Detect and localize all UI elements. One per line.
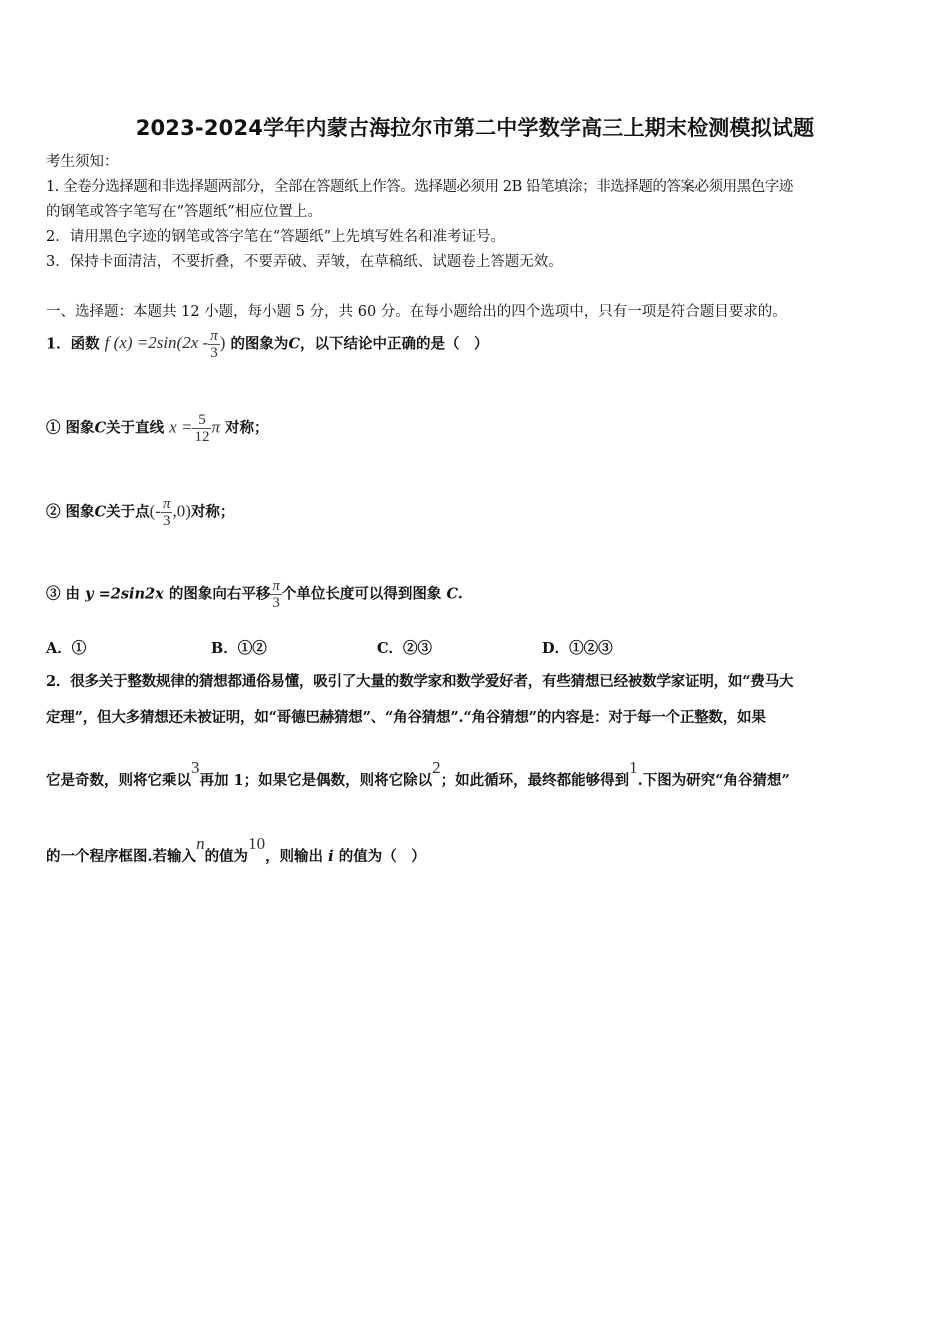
q1-s3-suffix-a: 个单位长度可以得到图象 [281,585,442,603]
q1-s3-mid: 的图象向右平移 [168,585,271,603]
notice-line-1a: 1. 全卷分选择题和非选择题两部分，全部在答题纸上作答。选择题必须用 2B 铅笔填涂；非选择题的答案必须用黑色字迹 [46,179,793,195]
q1-suffix-b: ，以下结论中正确的是（ ） [299,335,489,353]
page-title: 2023-2024学年内蒙古海拉尔市第二中学数学高三上期末检测模拟试题 [135,116,815,140]
q1-s2-suffix: 对称； [190,503,235,521]
q1-statement-1 [46,412,269,445]
notice-heading: 考生须知： [46,154,119,170]
q2-line3-b: 再加 1；如果它是偶数，则将它除以 [199,772,433,789]
q1-s1-fraction [192,412,211,445]
q1-s2-prefix: ② 图象 [46,503,95,521]
q2-line4-a: 的一个程序框图.若输入 [46,848,197,865]
q1-option-a[interactable]: A．① [46,640,87,657]
q2-line-2: 定理”，但大多猜想还未被证明，如“哥德巴赫猜想”、“角谷猜想”.“角谷猜想”的内容是：对于每一个正整数，如果 [46,709,766,726]
q1-s1-prefix: ① 图象 [46,419,95,437]
q1-statement-2 [46,496,234,529]
q2-line-1: 2．很多关于整数规律的猜想都通俗易懂，吸引了大量的数学家和数学爱好者，有些猜想已经被数学家证明，如“费马大 [46,673,794,690]
q1-s2-mid: 关于点 [106,503,150,521]
q1-s1-mid: 关于直线 [106,419,165,437]
q1-s3-den: 3 [272,595,280,611]
q1-s1-suffix: 对称； [225,419,269,437]
question-1-stem [46,328,488,361]
q1-s3-num: π [272,578,280,594]
q1-s1-pi: π [211,417,220,437]
q1-s3-fraction [270,578,282,611]
q1-s1-num: 5 [192,412,211,429]
q2-line4-d: 的值为（ ） [338,848,426,865]
q2-line3-c: ；如此循环，最终都能够得到 [440,772,630,789]
q2-line3-d: .下图为研究“角谷猜想” [637,772,790,789]
q1-s3-y: y =2sin2x [85,585,164,603]
q2-line3-num-3: 3 [191,758,200,777]
q1-formula-num: π [210,328,218,344]
q1-s1-c: C [94,419,107,437]
q2-line4-i: i [328,848,334,865]
q1-formula [104,328,226,361]
q1-formula-fraction [208,328,220,361]
q1-s2-fraction [161,496,173,529]
q1-s2-num: π [162,496,171,512]
notice-line-2: 2．请用黑色字迹的钢笔或答字笔在“答题纸”上先填写姓名和准考证号。 [46,229,506,245]
q2-line3-num-2: 2 [432,758,441,777]
section-heading: 一、选择题：本题共 12 小题，每小题 5 分，共 60 分。在每小题给出的四个选项中，只有一项是符合题目要求的。 [46,304,787,320]
q1-formula-right: ) [219,333,226,353]
q1-option-d[interactable]: D．①②③ [542,640,613,657]
q1-s2-c: C [94,503,107,521]
q1-option-c[interactable]: C．②③ [377,640,433,657]
notice-line-3: 3．保持卡面清洁，不要折叠，不要弄破、弄皱，在草稿纸、试题卷上答题无效。 [46,254,563,270]
q1-statement-3 [46,578,463,611]
q1-formula-den: 3 [210,345,218,361]
q2-line4-n: n [196,834,205,853]
q1-s1-den: 12 [194,429,210,445]
q2-line-4 [46,834,426,867]
q1-option-b[interactable]: B．①② [211,640,267,657]
q2-line3-num-1: 1 [629,758,638,777]
q1-formula-left: f (x) =2sin(2x - [104,333,209,353]
q1-s1-x: x = [169,417,193,437]
q1-s2-den: 3 [162,513,171,529]
q1-prefix: 1．函数 [46,335,100,353]
q1-suffix-c: C [288,335,300,353]
q1-suffix-a: 的图象为 [230,335,289,353]
q2-line-3 [46,758,790,791]
q1-s3-prefix: ③ 由 [46,585,81,603]
q1-s3-c: C. [446,585,463,603]
q2-line4-c: ，则输出 [265,848,324,865]
notice-line-1b: 的钢笔或答字笔写在“答题纸”相应位置上。 [46,204,322,220]
q2-line4-value: 10 [248,834,266,853]
q2-line3-a: 它是奇数，则将它乘以 [46,772,191,789]
q2-line4-b: 的值为 [204,848,249,865]
q1-s2-left: (- [149,501,161,521]
q1-s2-right: ,0) [172,501,191,521]
